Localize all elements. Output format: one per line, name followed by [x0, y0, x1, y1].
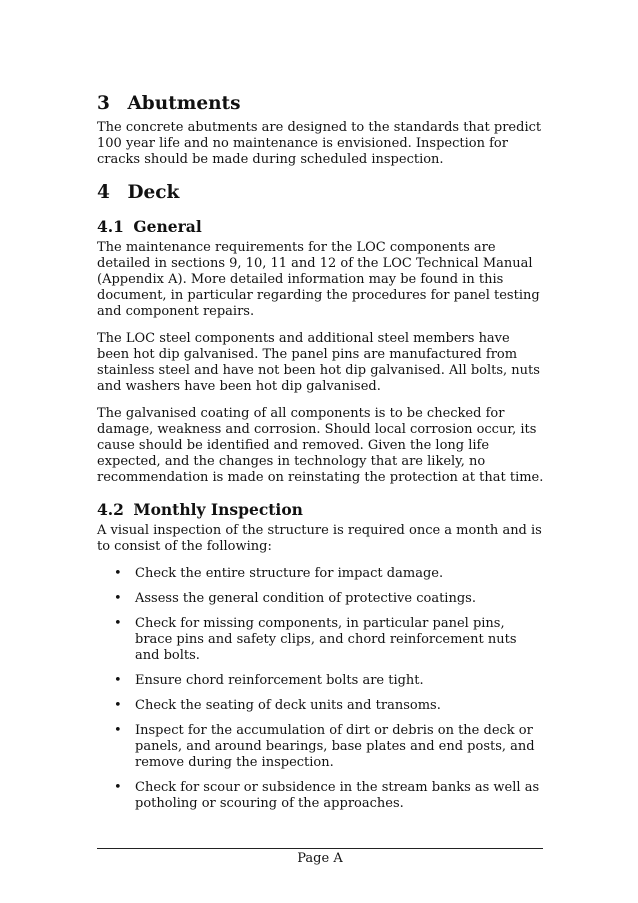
bullet-icon: •: [114, 591, 122, 606]
list-item-text: Assess the general condition of protective coatings.: [135, 591, 476, 606]
list-item: [97, 698, 545, 714]
paragraph: The LOC steel components and additional steel members have been hot dip galvanised. The panel pins are manufactured from stainless steel and have not been hot dip galvanised. All bolts, nuts and washers have been hot dip galvanised.: [97, 331, 540, 394]
list-item-text: Check the entire structure for impact damage.: [135, 566, 444, 581]
bullet-icon: •: [114, 566, 122, 581]
list-item-text: Inspect for the accumulation of dirt or debris on the deck or panels, and around bearings, base plates and end posts, and remove during the inspection.: [135, 723, 535, 770]
list-item: [97, 723, 545, 771]
page-content: [97, 92, 545, 821]
list-item: [97, 616, 545, 664]
section-4-1-heading: [97, 217, 545, 237]
bullet-icon: •: [114, 673, 122, 688]
page-number: Page A: [297, 851, 343, 866]
section-4-heading: [97, 181, 545, 205]
section-3-heading: [97, 92, 545, 116]
section-number: 4: [97, 182, 110, 203]
list-item: [97, 673, 545, 689]
list-item: [97, 591, 545, 607]
section-number: 3: [97, 93, 110, 114]
section-title: Abutments: [127, 93, 241, 114]
section-number: 4.2: [97, 500, 124, 519]
section-title: General: [133, 217, 202, 236]
section-title: Deck: [127, 182, 180, 203]
bullet-icon: •: [114, 723, 122, 738]
paragraph: A visual inspection of the structure is required once a month and is to consist of the following:: [97, 523, 542, 554]
bullet-icon: •: [114, 698, 122, 713]
paragraph: The galvanised coating of all components is to be checked for damage, weakness and corrosion. Should local corrosion occur, its cause should be identified and removed. Given the long life expected, and the changes in technology that are likely, no recommendation is made on reinstating the protection at that time.: [97, 406, 544, 485]
list-item-text: Check the seating of deck units and transoms.: [135, 698, 441, 713]
footer-divider: [97, 848, 543, 849]
inspection-checklist: [97, 566, 545, 812]
list-item-text: Check for scour or subsidence in the stream banks as well as potholing or scouring of the approaches.: [135, 780, 540, 811]
bullet-icon: •: [114, 616, 122, 631]
paragraph: The concrete abutments are designed to the standards that predict 100 year life and no maintenance is envisioned. Inspection for cracks should be made during scheduled inspection.: [97, 120, 542, 167]
list-item: [97, 780, 545, 812]
list-item: [97, 566, 545, 582]
section-title: Monthly Inspection: [133, 500, 303, 519]
list-item-text: Ensure chord reinforcement bolts are tight.: [135, 673, 424, 688]
paragraph: The maintenance requirements for the LOC components are detailed in sections 9, 10, 11 and 12 of the LOC Technical Manual (Appendix A). More detailed information may be found in this document, in particular regarding the procedures for panel testing and component repairs.: [97, 240, 540, 319]
section-4-2-heading: [97, 500, 545, 520]
section-number: 4.1: [97, 217, 124, 236]
bullet-icon: •: [114, 780, 122, 795]
list-item-text: Check for missing components, in particular panel pins, brace pins and safety clips, and chord reinforcement nuts and bolts.: [135, 616, 517, 663]
